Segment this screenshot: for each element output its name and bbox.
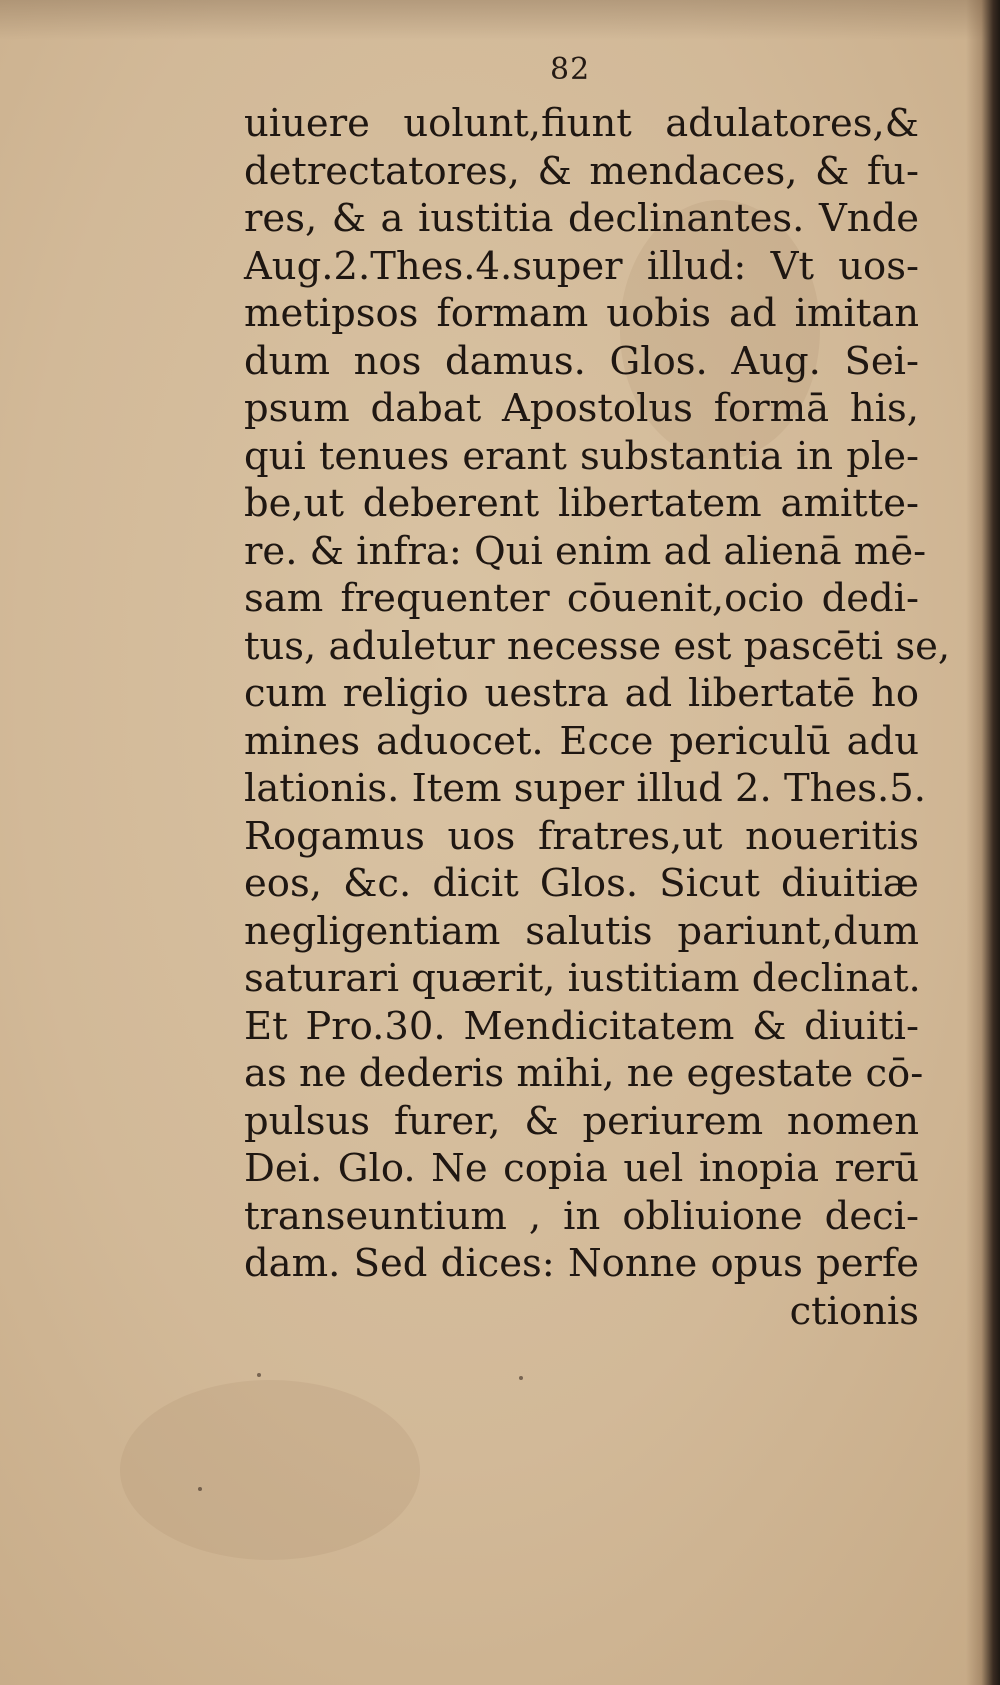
text-line: mines aduocet. Ecce periculū adu xyxy=(244,718,919,764)
page-binding-edge xyxy=(966,0,1000,1685)
text-line: be,ut deberent libertatem amitte- xyxy=(244,481,919,526)
text-line: Rogamus uos fratres,ut noueritis xyxy=(244,813,919,859)
paper-speck xyxy=(198,1487,202,1491)
text-line: dam. Sed dices: Nonne opus perfe xyxy=(244,1241,919,1286)
text-line: transeuntium , in obliuione deci- xyxy=(244,1193,919,1239)
text-line: cum religio uestra ad libertatē ho xyxy=(244,671,919,716)
text-line: metipsos formam uobis ad imitan xyxy=(244,291,919,336)
paper-speck xyxy=(519,1376,523,1380)
text-line: eos, &c. dicit Glos. Sicut diuitiæ xyxy=(244,861,919,906)
paper-stain xyxy=(120,1380,420,1560)
text-line: Dei. Glo. Ne copia uel inopia rerū xyxy=(244,1146,919,1191)
text-line: res, & a iustitia declinantes. Vnde xyxy=(244,196,919,241)
text-line: uiuere uolunt,fiunt adulatores,& xyxy=(244,101,919,146)
text-line: lationis. Item super illud 2. Thes.5. xyxy=(244,766,926,811)
text-line: qui tenues erant substantia in ple- xyxy=(244,433,919,479)
text-line: detrectatores, & mendaces, & fu- xyxy=(244,148,919,194)
text-line: pulsus furer, & periurem nomen xyxy=(244,1098,919,1144)
text-line: Aug.2.Thes.4.super illud: Vt uos- xyxy=(244,243,919,289)
text-line: tus, aduletur necesse est pascēti se, xyxy=(244,623,951,669)
page-number: 82 xyxy=(550,52,591,87)
text-line: as ne dederis mihi, ne egestate cō- xyxy=(244,1051,924,1096)
page-top-shadow xyxy=(0,0,1000,40)
text-line: psum dabat Apostolus formā his, xyxy=(244,386,919,431)
text-line: negligentiam salutis pariunt,dum xyxy=(244,908,919,954)
text-line: dum nos damus. Glos. Aug. Sei- xyxy=(244,338,919,384)
text-line: saturari quærit, iustitiam declinat. xyxy=(244,956,921,1001)
catchword: ctionis xyxy=(789,1288,919,1334)
body-text xyxy=(244,100,951,1335)
text-line: Et Pro.30. Mendicitatem & diuiti- xyxy=(244,1003,919,1049)
text-line: sam frequenter cōuenit,ocio dedi- xyxy=(244,576,919,621)
text-line: re. & infra: Qui enim ad alienā mē- xyxy=(244,528,927,574)
paper-speck xyxy=(257,1373,261,1377)
